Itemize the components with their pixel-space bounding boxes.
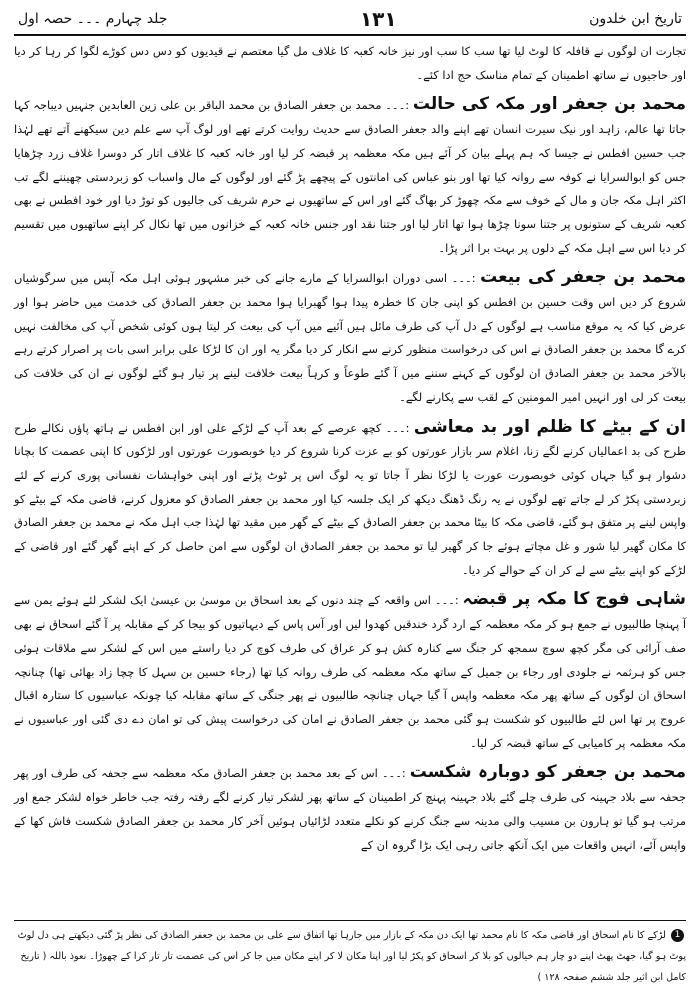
page-header — [14, 4, 686, 36]
section-heading: ان کے بیٹے کا ظلم اور بد معاشی — [413, 416, 687, 437]
footnote-text: لڑکے کا نام اسحاق اور قاضی مکہ کا نام محمد تھا ایک دن مکہ کے بازار میں جارہا تھا اتفاق سے علی بن محمد بن جعفر الصادق کی نظر پڑ گئی دیکھتے ہی دل لوٹ پوٹ ہو گیا، جھٹ پھٹ اپنے دو چار ہم خیالوں کو بلا کر اسحاق کو پکڑ لیا اور اپنا مکان لا کر اپنے مکان میں جا کر اس کی عصمت تار تار کرا کے چھوڑا۔ نعوذ باللہ ( تاریخ کامل ابن اثیر جلد ششم صفحہ ۱۲۸ ) — [17, 930, 686, 983]
section-heading: محمد بن جعفر اور مکہ کی حالت — [412, 94, 686, 115]
intro-paragraph: تجارت ان لوگوں نے قافلہ کا لوٹ لیا تھا سب کا سب اور نیز خانہ کعبہ کا غلاف مل گیا معتصم نے قیدیوں کو دس دس کوڑے لگوا کر رہا کر دیا اور حاجیوں نے ساتھ اطمینان کے تمام مناسک حج ادا کئے۔ — [14, 44, 686, 82]
footnote — [14, 925, 686, 988]
page-body — [14, 36, 686, 857]
section-text: :۔۔۔ اسی دوران ابوالسرایا کے مارے جانے کی خبر مشہور ہوئی اہل مکہ آپس میں سرگوشیاں شروع کر دیں اس وقت حسین بن افطس کو اپنی جان کا خطرہ پیدا ہوا گھبرایا ہوا محمد بن جعفر الصادق کی خدمت میں حاضر ہوا اور عرض کیا کہ یہ موقع مناسب ہے لوگوں کے دل آپ کی طرف مائل ہیں آئیے میں آپ کی بیعت کر لیتا ہوں کوئی شخص آپ کی مخالفت نہیں کرے گا محمد بن جعفر الصادق نے اس کی درخواست منظور کرنے سے انکار کر دیا مگر یہ اور ان کا لڑکا علی برابر اسی بات پر اصرار کرتے رہے بالآخر محمد بن جعفر الصادق ان لوگوں کے کہنے سننے میں آ گئے طوعاً و کرہاً بیعت خلافت لینے پر تیار ہو گئے لوگوں نے ان کی خلافت کی بیعت کر لی اور انہیں امیر المومنین کے لقب سے پکارنے لگے۔ — [14, 271, 686, 404]
section-paragraph — [14, 761, 686, 857]
section-text: :۔۔۔ محمد بن جعفر الصادق بن محمد الباقر بن علی زین العابدین جنہیں دیباجہ کہا جاتا تھا عالم، زاہد اور نیک سیرت انسان تھے اپنے والد جعفر الصادق سے حدیث روایت کرتے تھے اور لوگ آپ سے علم دین سیکھنے آتے تھے لہٰذا جب حسین افطس نے جیسا کہ ہم پہلے بیان کر آئے ہیں مکہ معظمہ پر قبضہ کر لیا اور خانہ کعبہ کا غلاف اتار کر دوسرا غلاف زرد چڑھایا جس کو ابوالسرایا نے کوفہ سے روانہ کیا تھا اور بنو عباس کی امانتوں کے پیچھے پڑ گئے اور لوگوں کے مال واسباب کو زبردستی چھیننے لگے تب اکثر اہل مکہ جان و مال کے خوف سے مکہ چھوڑ کر بھاگ گئے اور اس کے ساتھیوں نے حرم شریف کی جالیوں کو توڑ دیا اور خود افطس نے بھی کعبہ شریف کے ستونوں پر جتنا سونا چڑھا ہوا تھا اتار لیا اور جتنا نقد اور جنس خانہ کعبہ کے خزانوں میں تھا نکال کر اپنے ساتھیوں میں تقسیم کر دیا اس سے اہل مکہ کے دلوں پر بہت برا اثر پڑا۔ — [14, 98, 686, 255]
section-text: :۔۔۔ اس کے بعد محمد بن جعفر الصادق مکہ معظمہ سے جحفہ کی طرف اور پھر جحفہ سے بلاد جہینہ کی طرف چلے گئے بلاد جہینہ پہنچ کر اطمینان کے ساتھ پھر لشکر تیار کرنے لگے رفتہ رفتہ جب خاطر خواہ لشکر جمع اور مرتب ہو گیا تو ہارون بن مسیب والی مدینہ سے جنگ کرنے کو نکلے متعدد لڑائیاں ہوئیں آخر کار محمد بن جعفر الصادق شکست فاش کھا کے واپس آئے، انہیں واقعات میں ایک آنکھ جاتی رہی ایک بڑا گروہ ان کے — [14, 766, 686, 852]
volume-label: جلد چہارم ۔۔۔ حصہ اول — [18, 11, 168, 27]
section-paragraph — [14, 93, 686, 260]
footnotes — [14, 920, 686, 988]
footnote-marker: 1 — [671, 929, 684, 942]
section-paragraph — [14, 266, 686, 409]
section-heading: محمد بن جعفر کی بیعت — [480, 267, 687, 288]
section-heading: محمد بن جعفر کو دوبارہ شکست — [409, 762, 686, 783]
section-heading: شاہی فوج کا مکہ پر قبضہ — [462, 589, 686, 610]
page-number: ۱۳۱ — [359, 7, 397, 31]
section-text: :۔۔۔ اس واقعہ کے چند دنوں کے بعد اسحاق بن موسیٰ بن عیسیٰ ایک لشکر لئے ہوئے یمن سے آ پہنچا طالبیوں نے جمع ہو کر مکہ معظمہ کے ارد گرد خندقیں کھدوا لیں اور آس پاس کے دیہاتیوں کو بیجا کر کے مقابلہ پر آ گئے اسحاق نے بھی صف آرائی کی مگر کچھ سوچ سمجھ کر جنگ سے کنارہ کش ہو کر عراق کی طرف کوچ کر دیا راستے میں اس کے لشکر سے ملاقات ہوئی جس کو ہرثمہ نے جلودی اور رجاء بن جمیل کے ساتھ مکہ معظمہ کی طرف روانہ کیا تھا (رجاء حسین بن سہل کا چچا زاد بھائی تھا) چنانچہ اسحاق ان لوگوں کے ساتھ پھر مکہ معظمہ واپس آ گیا جہاں چنانچہ طالبیوں نے پھر جنگی کے ساتھ مقابلہ کیا چونکہ عباسیوں کا ستارہ اقبال عروج پر تھا اس لئے طالبیوں کو شکست ہو گئی محمد بن جعفر الصادق نے امان کی درخواست پیش کی تو امان دے دی گئی اور عباسیوں نے مکہ معظمہ پر کامیابی کے ساتھ قبضہ کر لیا۔ — [14, 593, 686, 750]
section-text: :۔۔۔ کچھ عرصے کے بعد آپ کے لڑکے علی اور ابن افطس نے ہاتھ پاؤں نکالے طرح طرح کی بد اعمالیاں کرنے لگے زنا، اغلام سر بازار عورتوں کو بے عزت کرنا شروع کر دیا خوبصورت عورتوں اور لڑکوں کا اپنی عصمت کا بچانا دشوار ہو گیا جہاں کوئی خوبصورت عورت یا لڑکا نظر آ جاتا تو یہ لوگ اس پر ٹوٹ پڑتے اور اپنی خواہشات نفسانی پوری کرنے کے لئے زبردستی پکڑ کر لے جاتے تھے لوگوں نے یہ رنگ ڈھنگ دیکھ کر ایک جلسہ کیا اور محمد بن جعفر الصادق کو معزول کرنے، قاضی مکہ کے بیٹے کو واپس لینے پر متفق ہو گئے، قاضی مکہ کا بیٹا محمد بن جعفر الصادق کے بیٹے کے گھر میں مقید تھا لہٰذا جب اہل مکہ نے محمد بن جعفر الصادق کا مکان گھیر لیا شور و غل مچاتے ہوئے جا کر گھیر لیا تو محمد بن جعفر الصادق ان لوگوں سے امن حاصل کر کے اپنے گھر گئے اور قاضی کے لڑکے کو اپنے بیٹے سے لے کر ان کے حوالے کر دیا۔ — [14, 420, 686, 577]
section-paragraph — [14, 588, 686, 755]
book-title: تاریخ ابن خلدون — [589, 11, 682, 27]
section-paragraph — [14, 416, 686, 583]
